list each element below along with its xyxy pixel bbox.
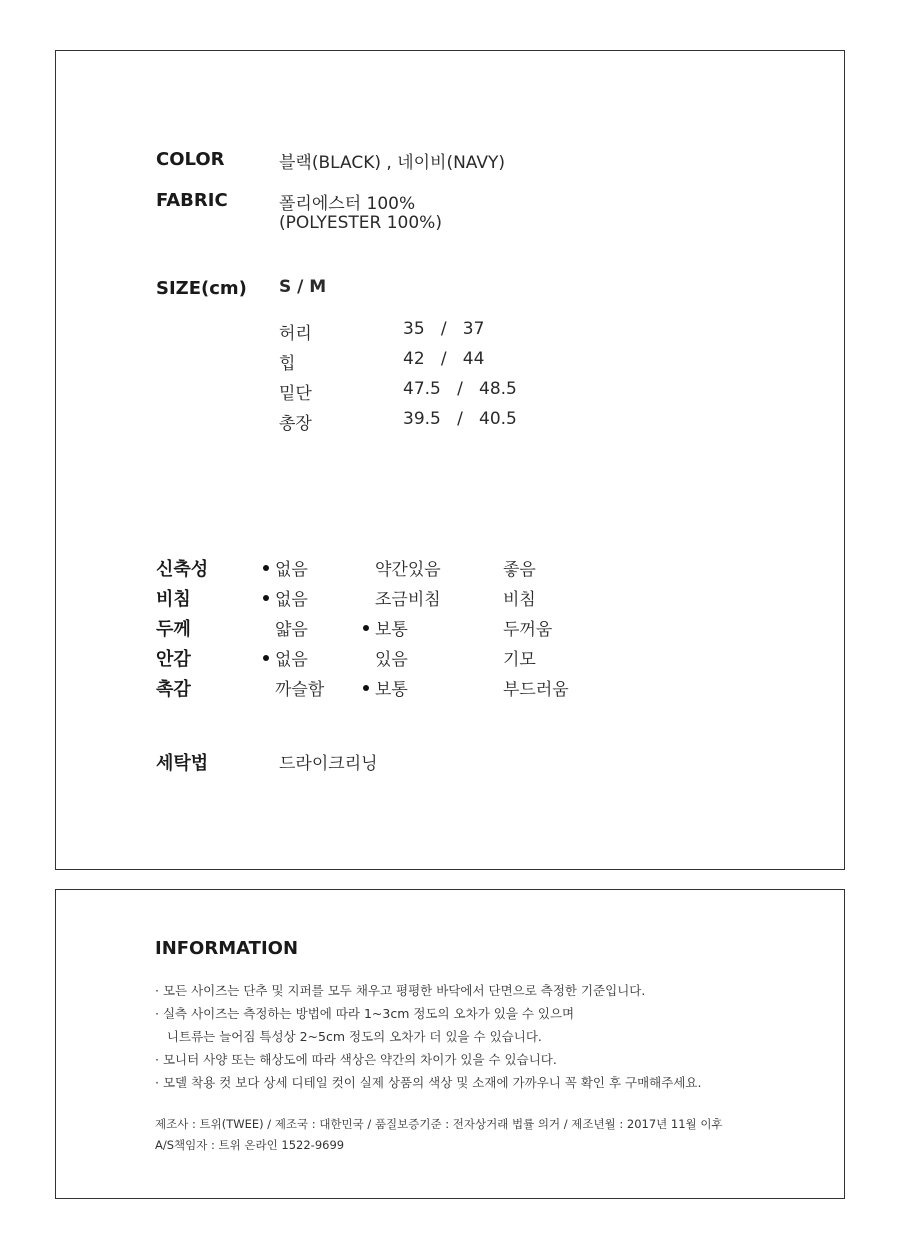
size-row-value: 35 / 37 xyxy=(403,319,485,339)
size-row-value: 39.5 / 40.5 xyxy=(403,409,517,429)
information-title: INFORMATION xyxy=(155,938,299,959)
property-option-label: 두꺼움 xyxy=(503,620,553,640)
size-row-name: 힙 xyxy=(279,354,296,374)
fabric-value-korean: 폴리에스터 100% xyxy=(279,194,416,214)
property-option xyxy=(491,675,569,700)
property-option-label: 있음 xyxy=(375,650,408,670)
as-contact-info: A/S책임자 : 트위 온라인 1522-9699 xyxy=(155,1138,345,1152)
property-option-label: 부드러움 xyxy=(503,680,569,700)
selected-dot-icon xyxy=(363,625,369,631)
info-line: · 모델 착용 컷 보다 상세 디테일 컷이 실제 상품의 색상 및 소재에 가까우니 꼭 확인 후 구매해주세요. xyxy=(155,1075,702,1090)
property-option xyxy=(491,585,536,610)
info-line: 니트류는 늘어짐 특성상 2~5cm 정도의 오차가 더 있을 수 있습니다. xyxy=(155,1029,542,1044)
size-row-name: 허리 xyxy=(279,324,312,344)
selected-dot-icon xyxy=(263,595,269,601)
property-option xyxy=(363,645,408,670)
property-label: 두께 xyxy=(156,619,191,640)
size-row-value: 47.5 / 48.5 xyxy=(403,379,517,399)
property-option-selected xyxy=(263,555,308,580)
property-option xyxy=(491,555,536,580)
property-option-label: 없음 xyxy=(275,650,308,670)
property-option-label: 조금비침 xyxy=(375,590,441,610)
property-option-selected xyxy=(363,615,408,640)
color-value: 블랙(BLACK) , 네이비(NAVY) xyxy=(279,153,505,173)
property-option xyxy=(363,555,441,580)
property-option-label: 까슬함 xyxy=(275,680,325,700)
property-option-label: 없음 xyxy=(275,560,308,580)
info-line: · 모든 사이즈는 단추 및 지퍼를 모두 채우고 평평한 바닥에서 단면으로 측정한 기준입니다. xyxy=(155,983,646,998)
selected-dot-icon xyxy=(263,655,269,661)
property-option xyxy=(363,585,441,610)
selected-dot-icon xyxy=(263,565,269,571)
property-option-label: 얇음 xyxy=(275,620,308,640)
property-option-label: 비침 xyxy=(503,590,536,610)
manufacturer-info: 제조사 : 트위(TWEE) / 제조국 : 대한민국 / 품질보증기준 : 전자상거래 법률 의거 / 제조년월 : 2017년 11월 이후 xyxy=(155,1117,723,1131)
product-spec-panel xyxy=(55,50,845,870)
property-option-label: 약간있음 xyxy=(375,560,441,580)
color-label: COLOR xyxy=(156,149,225,170)
property-option-selected xyxy=(263,585,308,610)
property-option xyxy=(263,615,308,640)
property-option xyxy=(263,675,324,700)
size-header: S / M xyxy=(279,277,327,297)
property-label: 안감 xyxy=(156,649,191,670)
information-panel xyxy=(55,889,845,1199)
fabric-label: FABRIC xyxy=(156,190,228,211)
selected-dot-icon xyxy=(363,685,369,691)
property-option-label: 없음 xyxy=(275,590,308,610)
property-option-label: 보통 xyxy=(375,620,408,640)
property-option xyxy=(491,615,552,640)
property-option-label: 좋음 xyxy=(503,560,536,580)
size-row-name: 총장 xyxy=(279,414,312,434)
size-row-value: 42 / 44 xyxy=(403,349,485,369)
property-label: 신축성 xyxy=(156,559,209,580)
info-line: · 모니터 사양 또는 해상도에 따라 색상은 약간의 차이가 있을 수 있습니다. xyxy=(155,1052,557,1067)
property-label: 촉감 xyxy=(156,679,191,700)
property-option-label: 보통 xyxy=(375,680,408,700)
property-option-selected xyxy=(263,645,308,670)
property-label: 비침 xyxy=(156,589,191,610)
info-line: · 실측 사이즈는 측정하는 방법에 따라 1~3cm 정도의 오차가 있을 수 있으며 xyxy=(155,1006,575,1021)
size-row-name: 밑단 xyxy=(279,384,312,404)
property-option xyxy=(491,645,536,670)
property-option-label: 기모 xyxy=(503,650,536,670)
property-option-selected xyxy=(363,675,408,700)
wash-label: 세탁법 xyxy=(156,753,209,774)
fabric-value-english: (POLYESTER 100%) xyxy=(279,213,442,233)
wash-value: 드라이크리닝 xyxy=(279,754,378,774)
size-label: SIZE(cm) xyxy=(156,278,247,299)
